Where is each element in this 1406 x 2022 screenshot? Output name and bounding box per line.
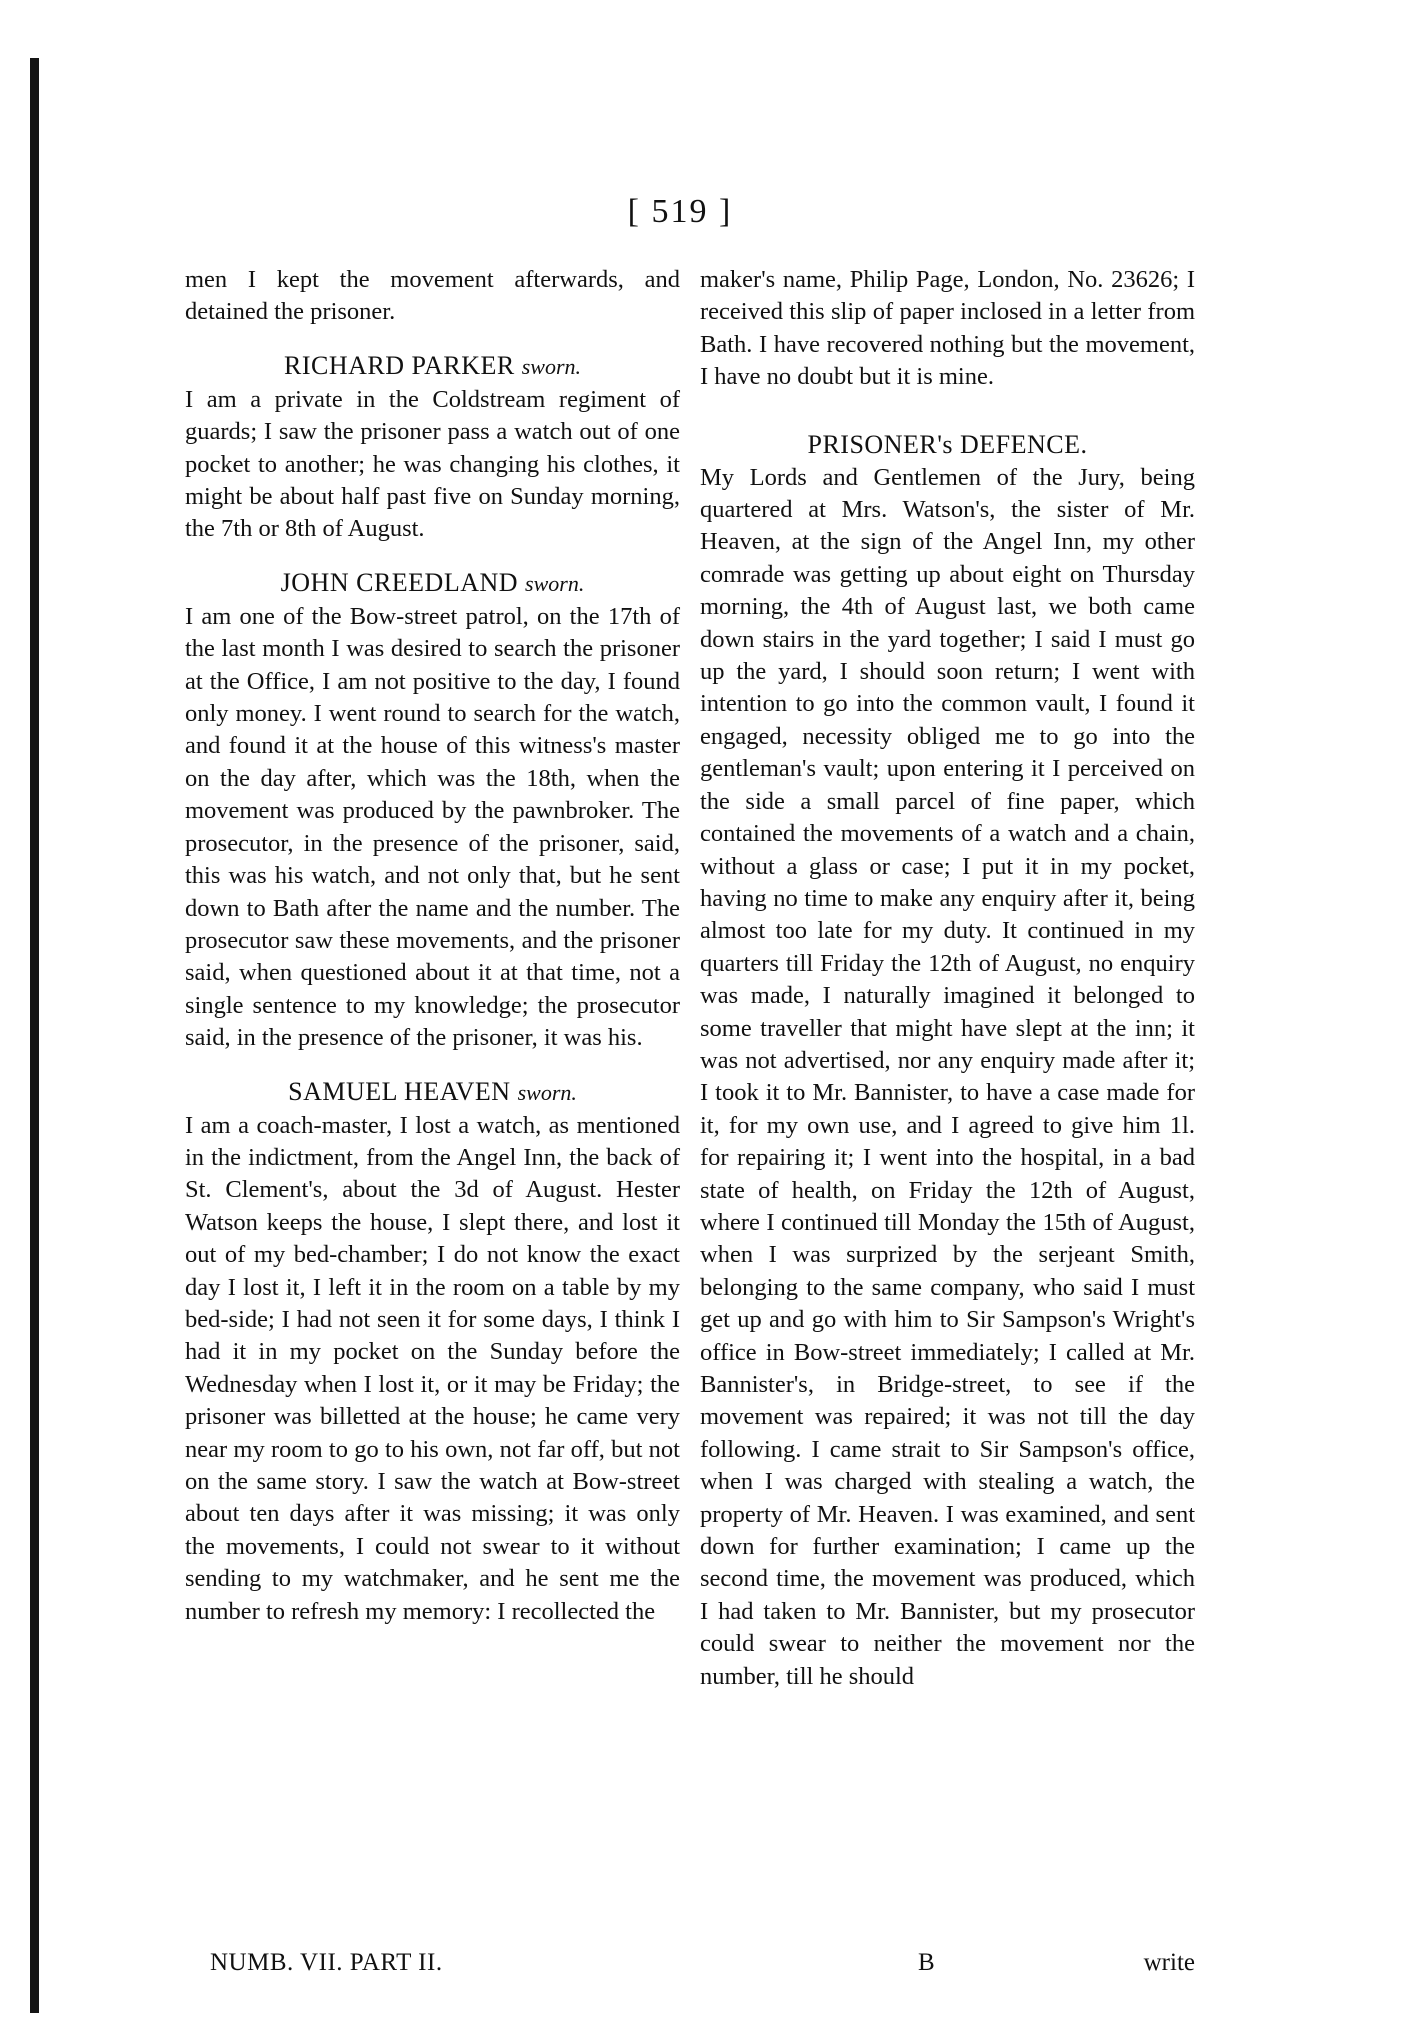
signature-mark: B (918, 1949, 935, 1976)
right-opening-paragraph: maker's name, Philip Page, London, No. 23626; I received this slip of paper inclosed in a letter from Bath. I have recovered nothing but the movement, I have no doubt but it is mine. (700, 266, 1195, 391)
binding-edge (30, 58, 39, 2013)
right-column (700, 264, 1195, 1693)
defence-text: My Lords and Gentlemen of the Jury, being quartered at Mrs. Watson's, the sister of Mr. Heaven, at the sign of the Angel Inn, my other comrade was getting up about eight on Thursday morning, the 4th of August last, we both came down stairs in the yard together; I said I must go up the yard, I should soon return; I went with intention to go into the common vault, I found it engaged, necessity obliged me to go into the gentleman's vault; upon entering it I perceived on the side a small parcel of fine paper, which contained the movements of a watch and a chain, without a glass or case; I put it in my pocket, having no time to make any enquiry after it, being almost too late for my duty. It continued in my quarters till Friday the 12th of August, no enquiry was made, I naturally imagined it belonged to some traveller that might have slept at the inn; it was not advertised, nor any enquiry made after it; I took it to Mr. Bannister, to have a case made for it, for my own use, and I agreed to give him 1l. for repairing it; I went into the hospital, in a bad state of health, on Friday the 12th of August, where I continued till Monday the 15th of August, when I was surprized by the serjeant Smith, belonging to the same company, who said I must get up and go with him to Sir Sampson's Wright's office in Bow-street immediately; I called at Mr. Bannister's, in Bridge-street, to see if the movement was repaired; it was not till the day following. I came strait to Sir Sampson's office, when I was charged with stealing a watch, the property of Mr. Heaven. I was examined, and sent down for further examination; I came up the second time, the movement was produced, which I had taken to Mr. Bannister, but my prosecutor could swear to neither the movement nor the number, till he should (700, 463, 1195, 1690)
left-opening-paragraph: men I kept the movement afterwards, and detained the prisoner. (185, 266, 680, 326)
witness-heading-heaven (185, 1075, 680, 1110)
witness-name: JOHN CREEDLAND (280, 567, 519, 597)
witness-name: SAMUEL HEAVEN (288, 1076, 511, 1106)
left-column (185, 264, 680, 1628)
page-number: [ 519 ] (627, 193, 733, 230)
catchword: write (1143, 1949, 1195, 1976)
defence-heading: PRISONER's DEFENCE. (807, 429, 1088, 459)
testimony-heaven: I am a coach-master, I lost a watch, as mentioned in the indictment, from the Angel Inn, the back of St. Clement's, about the 3d of August. Hester Watson keeps the house, I slept there, and lost it out of my bed-chamber; I do not know the exact day I lost it, I left it in the room on a table by my bed-side; I had not seen it for some days, I think I had it in my pocket on the Sunday before the Wednesday when I lost it, or it may be Friday; the prisoner was billetted at the house; he came very near my room to go to his own, not far off, but not on the same story. I saw the watch at Bow-street about ten days after it was missing; it was only the movements, I could not swear to it without sending to my watchmaker, and he sent me the number to refresh my memory: I recollected the (185, 1111, 680, 1625)
testimony-creedland: I am one of the Bow-street patrol, on the 17th of the last month I was desired to search the prisoner at the Office, I am not positive to the day, I found only money. I went round to search for the watch, and found it at the house of this witness's master on the day after, which was the 18th, when the movement was produced by the pawnbroker. The prosecutor, in the presence of the prisoner, said, this was his watch, and not only that, but he sent down to Bath after the name and the number. The prosecutor saw these movements, and the prisoner said, when questioned about it at that time, not a single sentence to my knowledge; the prosecutor said, in the presence of the prisoner, it was his. (185, 602, 680, 1052)
part-number: NUMB. VII. PART II. (210, 1949, 443, 1976)
testimony-parker: I am a private in the Coldstream regiment of guards; I saw the prisoner pass a watch out of one pocket to another; he was changing his clothes, it might be about half past five on Sunday morning, the 7th or 8th of August. (185, 385, 680, 543)
witness-heading-creedland (185, 566, 680, 601)
sworn-label: sworn. (517, 1079, 577, 1105)
sworn-label: sworn. (521, 353, 581, 379)
sworn-label: sworn. (525, 570, 585, 596)
witness-name: RICHARD PARKER (283, 350, 515, 380)
witness-heading-parker (185, 349, 680, 384)
page-footer (185, 1946, 1195, 1980)
